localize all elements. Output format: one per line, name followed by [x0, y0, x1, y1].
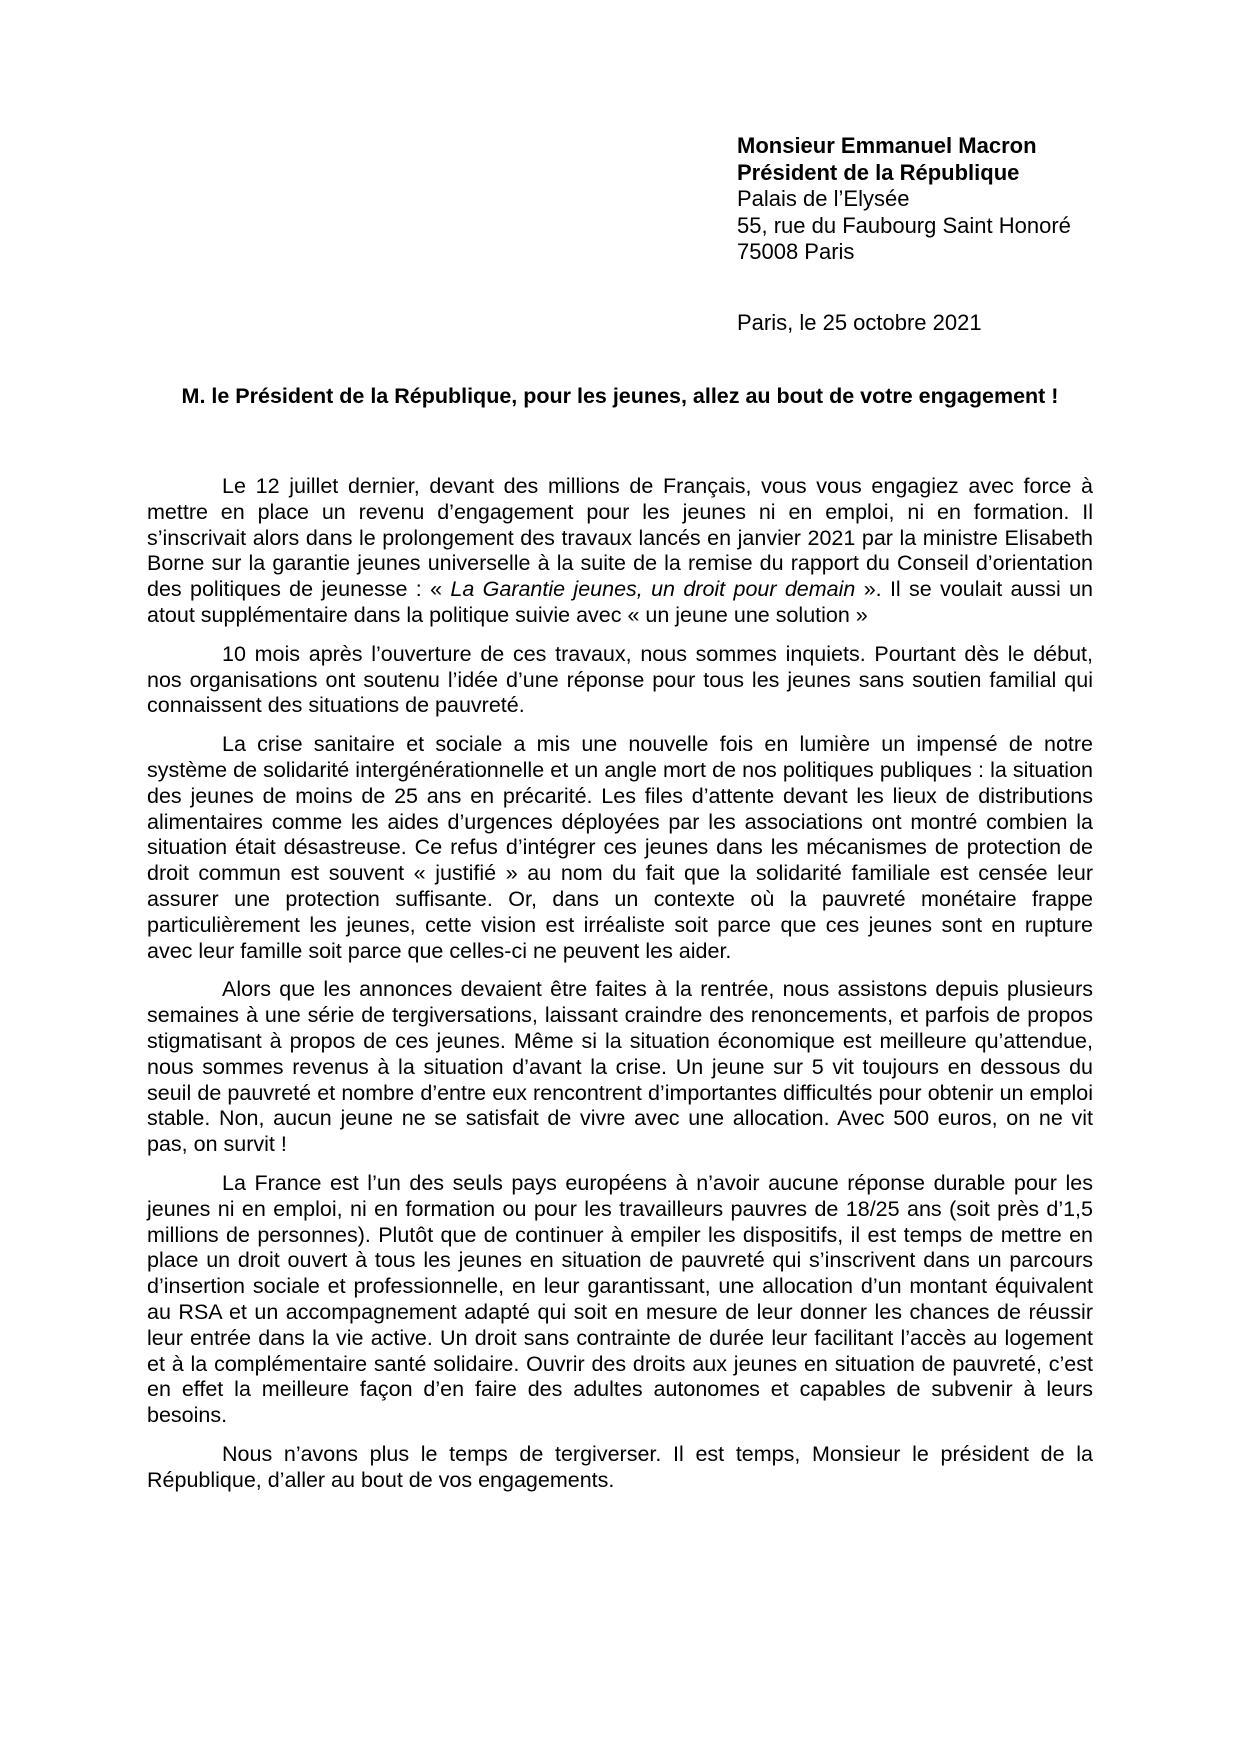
letter-subject: M. le Président de la République, pour les jeunes, allez au bout de votre engagement !: [181, 384, 1059, 408]
letter-body: [147, 474, 1093, 1506]
body-paragraph-1: [147, 474, 1093, 629]
paragraph-1-italic-title: La Garantie jeunes, un droit pour demain: [450, 577, 856, 602]
letter-date: Paris, le 25 octobre 2021: [737, 310, 982, 335]
paragraph-1-text-end: ». Il se voulait aussi un atout supplémentaire dans la politique suivie avec « un jeune une solution »: [147, 577, 1093, 627]
paragraph-1-text-start: Le 12 juillet dernier, devant des millions de Français, vous vous engagiez avec force à mettre en place un revenu d’engagement pour les jeunes ni en emploi, ni en formation. Il s’inscrivait alors dans le prolongement des travaux lancés en janvier 2021 par la ministre Elisabeth Borne sur la garantie jeunes universelle à la suite de la remise du rapport du Conseil d’orientation des politiques de jeunesse : «: [147, 474, 1093, 602]
recipient-address-block: [737, 133, 1071, 266]
recipient-address-line-3: 75008 Paris: [737, 239, 855, 264]
recipient-name: Monsieur Emmanuel Macron: [737, 133, 1037, 158]
recipient-address-line-2: 55, rue du Faubourg Saint Honoré: [737, 212, 1071, 238]
body-paragraph-3: La crise sanitaire et sociale a mis une nouvelle fois en lumière un impensé de notre système de solidarité intergénérationnelle et un angle mort de nos politiques publiques : la situation des jeunes de moins de 25 ans en précarité. Les files d’attente devant les lieux de distributions alimentaires comme les aides d’urgences déployées par les associations ont montré combien la situation était désastreuse. Ce refus d’intégrer ces jeunes dans les mécanismes de protection de droit commun est souvent « justifié » au nom du fait que la solidarité familiale est censée leur assurer une protection suffisante. Or, dans un contexte où la pauvreté monétaire frappe particulièrement les jeunes, cette vision est irréaliste soit parce que ces jeunes sont en rupture avec leur famille soit parce que celles-ci ne peuvent les aider.: [147, 732, 1093, 963]
body-paragraph-4: Alors que les annonces devaient être faites à la rentrée, nous assistons depuis plusieurs semaines à une série de tergiversations, laissant craindre des renoncements, et parfois de propos stigmatisant à propos de ces jeunes. Même si la situation économique est meilleure qu’attendue, nous sommes revenus à la situation d’avant la crise. Un jeune sur 5 vit toujours en dessous du seuil de pauvreté et nombre d’entre eux rencontrent d’importantes difficultés pour obtenir un emploi stable. Non, aucun jeune ne se satisfait de vivre avec une allocation. Avec 500 euros, on ne vit pas, on survit !: [147, 977, 1093, 1157]
recipient-title: Président de la République: [737, 159, 1020, 185]
body-paragraph-5: La France est l’un des seuls pays européens à n’avoir aucune réponse durable pour les jeunes ni en emploi, ni en formation ou pour les travailleurs pauvres de 18/25 ans (soit près d’1,5 millions de personnes). Plutôt que de continuer à empiler les dispositifs, il est temps de mettre en place un droit ouvert à tous les jeunes en situation de pauvreté qui s’inscrivent dans un parcours d’insertion sociale et professionnelle, en leur garantissant, une allocation d’un montant équivalent au RSA et un accompagnement adapté qui soit en mesure de leur donner les chances de réussir leur entrée dans la vie active. Un droit sans contrainte de durée leur facilitant l’accès au logement et à la complémentaire santé solidaire. Ouvrir des droits aux jeunes en situation de pauvreté, c’est en effet la meilleure façon d’en faire des adultes autonomes et capables de subvenir à leurs besoins.: [147, 1170, 1093, 1428]
body-paragraph-6: Nous n’avons plus le temps de tergiverser. Il est temps, Monsieur le président de la République, d’aller au bout de vos engagements.: [147, 1441, 1093, 1492]
recipient-address-line-1: Palais de l’Elysée: [737, 186, 910, 211]
body-paragraph-2: 10 mois après l’ouverture de ces travaux, nous sommes inquiets. Pourtant dès le début, nos organisations ont soutenu l’idée d’une réponse pour tous les jeunes sans soutien familial qui connaissent des situations de pauvreté.: [147, 641, 1093, 718]
